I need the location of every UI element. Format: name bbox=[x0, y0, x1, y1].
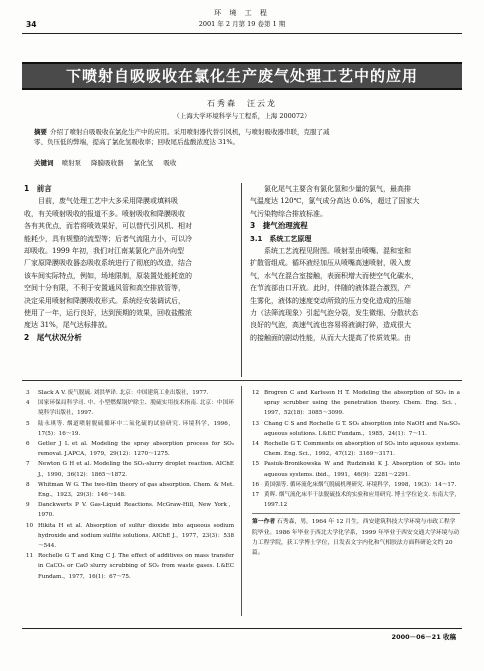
reference-item bbox=[26, 551, 234, 582]
text-line: 系统工艺流程见附图。喷射泵由喷嘴、混和室和 bbox=[264, 247, 411, 256]
text-line: 扩散管组成。循环液经加压从喷嘴高速喷射，吸入废 bbox=[250, 259, 411, 268]
reference-item bbox=[252, 490, 460, 510]
reference-text: 黄国强等. 循环流化床烟气脱硫机理研究. 环境科学，1998，19(3)：14～17. bbox=[264, 481, 457, 488]
reference-number: 10 bbox=[26, 522, 34, 529]
reference-item bbox=[252, 480, 460, 490]
reference-text: Whitman W G. The two-film theory of gas absorption. Chem. & Met. Eng.，1923，29(3)：146～148. bbox=[38, 481, 234, 499]
text-line: 生雾化，液体的速度变动所致的压力变化造成的压缩 bbox=[250, 296, 411, 305]
body-column-right bbox=[250, 183, 464, 344]
author-bio-label: 第一作者 bbox=[252, 519, 276, 526]
reference-number: 8 bbox=[26, 481, 30, 488]
reference-number: 5 bbox=[26, 420, 30, 427]
section-heading-process: 3 捷气治理流程 bbox=[250, 221, 308, 231]
reference-item bbox=[26, 521, 234, 552]
section-heading-exhaust: 2 尾气状况分析 bbox=[24, 332, 82, 342]
text-line: 力（法筛流现象）引起气泡分裂，发生微细、分散状态 bbox=[250, 309, 418, 318]
reference-text: Hikita H et al. Absorption of sulfur dioxide into aqueous sodium hydroxide and sodium sulfite solutions. AIChE J.，1977，23(3)：538～544. bbox=[38, 522, 234, 550]
reference-item bbox=[26, 459, 234, 479]
reference-item bbox=[252, 439, 460, 459]
reference-number: 4 bbox=[26, 400, 30, 407]
text-line: 度达 31%，尾气达标排放。 bbox=[24, 321, 112, 330]
author-bio-text: 石秀森，男，1964 年 12 月生，西安建筑科技大学环境与市政工程学院毕业。1986 年毕业于西北大学化学系，1999 年毕业于西安交通大学环境与动力工程学院，获工学博士学位，日发表文字内化和气相胶法方面科研论文约 20 篇。 bbox=[252, 519, 460, 557]
author-affiliation: （上海大学环境科学与工程系，上海 200072） bbox=[173, 112, 311, 120]
principle-paragraph bbox=[250, 245, 464, 344]
reference-number: 12 bbox=[252, 390, 260, 396]
abstract-line bbox=[34, 127, 454, 137]
text-line: 良好的气泡，高速气流也容易将液滴打碎，造成很大 bbox=[250, 321, 411, 330]
keyword: 氯化氢 bbox=[133, 159, 154, 167]
text-line: 空间十分有限，不利于安置通风管和高空排放管等， bbox=[24, 284, 185, 293]
text-line: 在节流部由口开放。此时，伴随的液体混合激烈，产 bbox=[250, 284, 411, 293]
abstract-label: 摘要 bbox=[34, 128, 47, 136]
reference-number: 14 bbox=[252, 441, 260, 448]
column-divider bbox=[241, 183, 242, 377]
abstract bbox=[34, 127, 454, 147]
keywords bbox=[34, 158, 454, 168]
reference-number: 17 bbox=[252, 492, 260, 499]
page-number: 34 bbox=[26, 20, 37, 29]
reference-number: 11 bbox=[26, 553, 34, 560]
exhaust-paragraph bbox=[250, 183, 464, 220]
reference-item bbox=[252, 388, 460, 419]
reference-text: 黄晖. 烟气流化床半干法脱硫技术的实验和应用研究. 博士学位论文. 东南大学，1997.12 bbox=[264, 492, 460, 509]
reference-number: 6 bbox=[26, 441, 30, 448]
text-line: 使用了一年，运行良好，达到预期的效果，回收盐酸浓 bbox=[24, 309, 192, 318]
reference-text: Getler J L et al. Modeling the spray absorption process for SO₂ removal. J.APCA，1979，29(12)：1270～1275. bbox=[38, 441, 234, 458]
reference-item bbox=[26, 439, 234, 459]
body-column-left bbox=[24, 183, 238, 344]
reference-text: Chang C S and Rochelle G T. SO₂ absorption into NaOH and Na₂SO₃ aqueous solutions. I.&EC Fundam.，1985，24(1)：7～11. bbox=[264, 420, 460, 437]
text-line: 却吸收。1999 年初，我们对江南某氯化产品外向型 bbox=[24, 247, 185, 256]
text-line: 决定采用喷射和降膜吸收形式。系统经安装调试后， bbox=[24, 296, 185, 305]
reference-text: Newton G H et al. Modeling the SO₂-slurry droplet reaction. AIChE J.，1990，36(12)：1865～1872. bbox=[38, 461, 234, 478]
keyword: 吸收 bbox=[163, 159, 177, 167]
reference-text: Brogren C and Karlsson H T. Modeling the absorption of SO₂ in a spray scrubber using the penetration theory. Chem. Eng. Sci.，1997，52(18)：3085～3099. bbox=[264, 390, 460, 417]
reference-text: 陆永琪等. 烟道喷射脱硫循环中二氧化硫的试验研究. 环境科学，1996，17(5)：16～19. bbox=[38, 420, 234, 437]
text-line: 气，水气在混合室接触，表面积增大而使空气化碳水， bbox=[250, 271, 418, 280]
reference-number: 3 bbox=[26, 390, 30, 396]
references-divider bbox=[241, 386, 242, 616]
references-right bbox=[252, 388, 460, 510]
references-rule bbox=[22, 380, 462, 381]
reference-text: Slack A V. 废气脱硫. 刘洪华译. 北京：中国建筑工业出版社，1977. bbox=[38, 390, 209, 396]
title-banner bbox=[22, 62, 462, 90]
reference-text: Pasiuk-Bronikowska W and Rudzinski K J. Absorption of SO₂ into aqueous systems. ibid.，1991，46(9)：2281～2291. bbox=[264, 461, 460, 478]
section-heading-intro: 1 前言 bbox=[24, 184, 52, 193]
reference-text: Rochelle G T and King C J. The effect of additives on mass transfer in CaCO₃ or CaO slurry scrubbing of SO₂ from waste gases. I.&EC Fundam.，1977，16(1)：67～75. bbox=[38, 553, 234, 580]
received-date: 2000－06－21 收稿 bbox=[391, 633, 456, 641]
text-line: 气温度达 120℃，氯气成分高达 0.6%，超过了国家大 bbox=[250, 197, 420, 206]
keyword: 喷射泵 bbox=[61, 159, 82, 167]
text-line: 各有其优点，而若将喷效果好，可以替代引风机、相对 bbox=[24, 222, 192, 231]
reference-number: 15 bbox=[252, 461, 260, 468]
reference-text: Rochelle G T. Comments on absorption of SO₂ into aqueous systems. Chem. Eng. Sci.，1992，47(12)：3169～3171. bbox=[264, 441, 460, 458]
issue-info: 2001 年 2 月第 19 卷第 1 期 bbox=[198, 20, 286, 28]
text-line: 氯化尾气主要含有氯化氢和少量的氯气，最高排 bbox=[264, 185, 411, 193]
running-header bbox=[22, 8, 462, 34]
author-names: 石秀森 汪云龙 bbox=[207, 99, 277, 108]
reference-item bbox=[26, 500, 234, 520]
author-bio bbox=[252, 513, 460, 558]
journal-name: 环 境 工 程 bbox=[214, 9, 270, 17]
keywords-label: 关键词 bbox=[34, 159, 54, 167]
reference-item bbox=[26, 398, 234, 418]
reference-number: 7 bbox=[26, 461, 30, 468]
text-line: 该车间实际特点，例如，场地限制，原装置处能耗宽的 bbox=[24, 271, 192, 280]
text-line: 能耗少，具有规整的流型等；后者气流阻力小，可以冷 bbox=[24, 234, 192, 243]
text-line: 的接触面的剧动性能，从而大大提高了传质效果。由 bbox=[250, 333, 411, 342]
abstract-text-2: 零、负压低的弊端，提高了氯化氢吸收率；回收尾后盐酸浓度达 31%。 bbox=[34, 138, 240, 146]
reference-text: Danckwerts P V. Gas-Liquid Reactions. McGraw-Hill, New York，1970. bbox=[38, 502, 234, 519]
reference-item bbox=[252, 459, 460, 479]
reference-number: 13 bbox=[252, 420, 260, 427]
references-right-column bbox=[252, 388, 460, 558]
text-line: 厂家原降膜吸收器态吸收系统进行了彻底的改造，结合 bbox=[24, 259, 192, 268]
reference-number: 9 bbox=[26, 502, 30, 509]
reference-item bbox=[26, 480, 234, 500]
reference-text: 国家环保局科学司. 中、小型燃煤锅炉除尘、脱硫实用技术指南. 北京：中国环境科学出版社，1997. bbox=[38, 400, 234, 417]
keyword: 降膜吸收器 bbox=[91, 159, 124, 167]
reference-number: 16 bbox=[252, 481, 260, 488]
reference-item bbox=[252, 419, 460, 439]
intro-paragraph bbox=[24, 195, 238, 331]
subsection-heading-principle: 3.1 系统工艺原理 bbox=[250, 234, 312, 243]
footer-rule bbox=[22, 628, 462, 629]
references-left bbox=[26, 388, 234, 582]
text-line: 气污染物综合排放标准。 bbox=[250, 209, 327, 218]
article-title: 下喷射自吸吸收在氯化生产废气处理工艺中的应用 bbox=[65, 67, 418, 85]
text-line: 收，有关喷射吸收的报道不多。喷射吸收和降膜吸收 bbox=[24, 209, 185, 218]
reference-item bbox=[26, 419, 234, 439]
reference-item bbox=[26, 388, 234, 398]
abstract-text-1: 介绍了喷射自吸吸收在氯化生产中的应用。采用喷射器代替引风机，与喷射吸收器串联，克服了减 bbox=[50, 128, 330, 136]
text-line: 目前，废气处理工艺中大多采用降膜或填料吸 bbox=[38, 197, 178, 206]
